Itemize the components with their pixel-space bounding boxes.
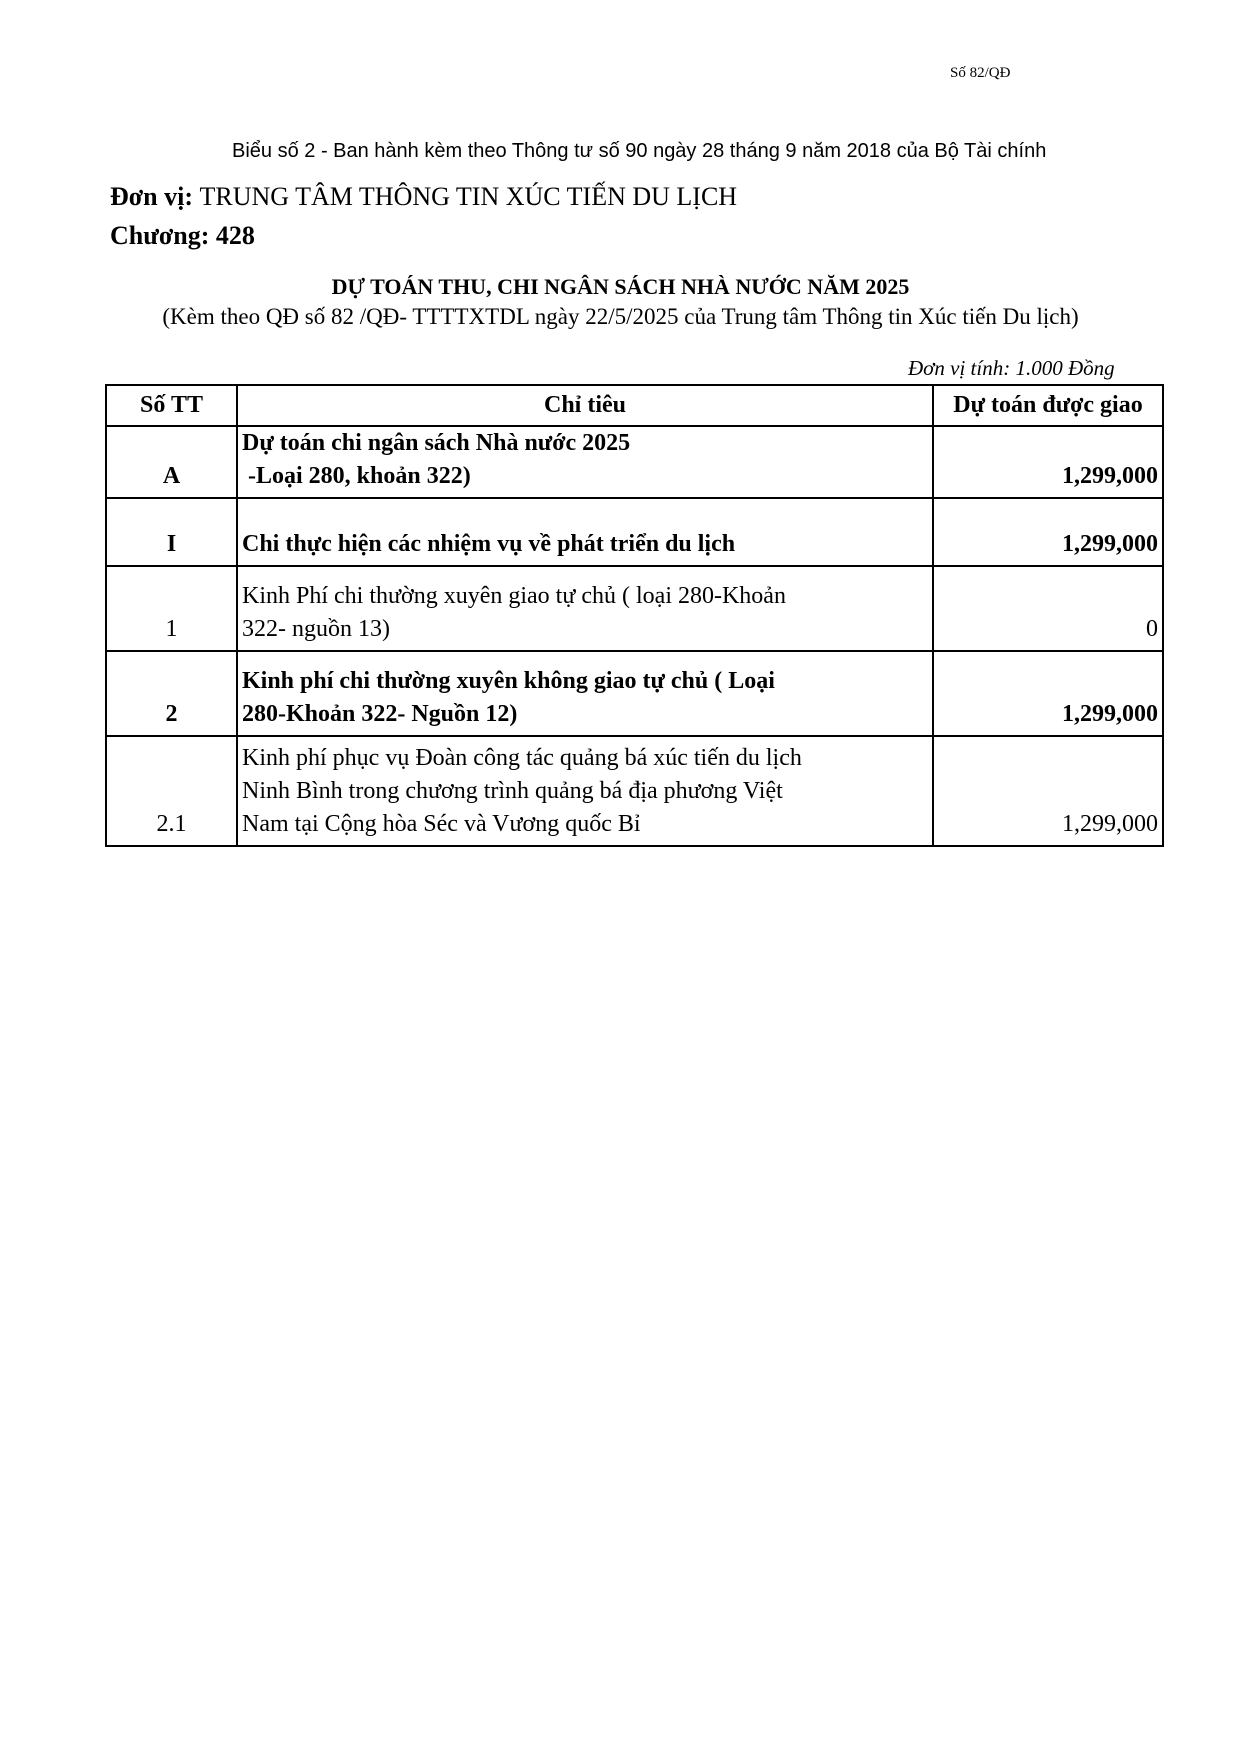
description-line: 280-Khoản 322- Nguồn 12)	[242, 701, 518, 727]
row-stt: I	[106, 498, 237, 566]
row-stt: 2	[106, 651, 237, 736]
table-header-row	[106, 385, 1163, 426]
row-stt: 1	[106, 566, 237, 651]
description-line: Chi thực hiện các nhiệm vụ về phát triển du lịch	[242, 531, 736, 557]
description-line: -Loại 280, khoản 322)	[242, 463, 471, 489]
unit-name: TRUNG TÂM THÔNG TIN XÚC TIẾN DU LỊCH	[199, 182, 738, 211]
unit-label: Đơn vị:	[110, 182, 194, 211]
page-subtitle: (Kèm theo QĐ số 82 /QĐ- TTTTXTDL ngày 22/5/2025 của Trung tâm Thông tin Xúc tiến Du lịch)	[162, 304, 1079, 329]
row-stt: 2.1	[106, 736, 237, 846]
page-title: DỰ TOÁN THU, CHI NGÂN SÁCH NHÀ NƯỚC NĂM 2025	[331, 274, 910, 299]
description-line: Kinh phí phục vụ Đoàn công tác quảng bá xúc tiến du lịch	[242, 745, 802, 771]
row-amount: 1,299,000	[933, 426, 1163, 498]
row-description	[237, 426, 933, 498]
table-row	[106, 498, 1163, 566]
column-header-amount: Dự toán được giao	[933, 385, 1163, 426]
row-amount: 0	[933, 566, 1163, 651]
document-number: Số 82/QĐ	[950, 65, 1011, 81]
budget-table	[105, 384, 1164, 847]
row-amount: 1,299,000	[933, 651, 1163, 736]
chapter: Chương: 428	[110, 221, 255, 250]
description-line: Kinh phí chi thường xuyên không giao tự chủ ( Loại	[242, 668, 775, 694]
currency-note: Đơn vị tính: 1.000 Đồng	[908, 356, 1115, 380]
column-header-description: Chỉ tiêu	[237, 385, 933, 426]
row-amount: 1,299,000	[933, 498, 1163, 566]
table-row	[106, 651, 1163, 736]
table-row	[106, 566, 1163, 651]
table-row	[106, 426, 1163, 498]
row-description	[237, 566, 933, 651]
description-line: Nam tại Cộng hòa Séc và Vương quốc Bỉ	[242, 811, 641, 837]
form-reference: Biểu số 2 - Ban hành kèm theo Thông tư số 90 ngày 28 tháng 9 năm 2018 của Bộ Tài chính	[232, 140, 1047, 162]
description-line: Dự toán chi ngân sách Nhà nước 2025	[242, 430, 631, 456]
row-description	[237, 736, 933, 846]
column-header-stt: Số TT	[106, 385, 237, 426]
table-row	[106, 736, 1163, 846]
row-stt: A	[106, 426, 237, 498]
description-line: Kinh Phí chi thường xuyên giao tự chủ ( loại 280-Khoản	[242, 583, 786, 609]
description-line: Ninh Bình trong chương trình quảng bá địa phương Việt	[242, 778, 783, 804]
row-description	[237, 651, 933, 736]
description-line: 322- nguồn 13)	[242, 616, 390, 642]
row-amount: 1,299,000	[933, 736, 1163, 846]
unit-line	[110, 182, 737, 212]
row-description	[237, 498, 933, 566]
